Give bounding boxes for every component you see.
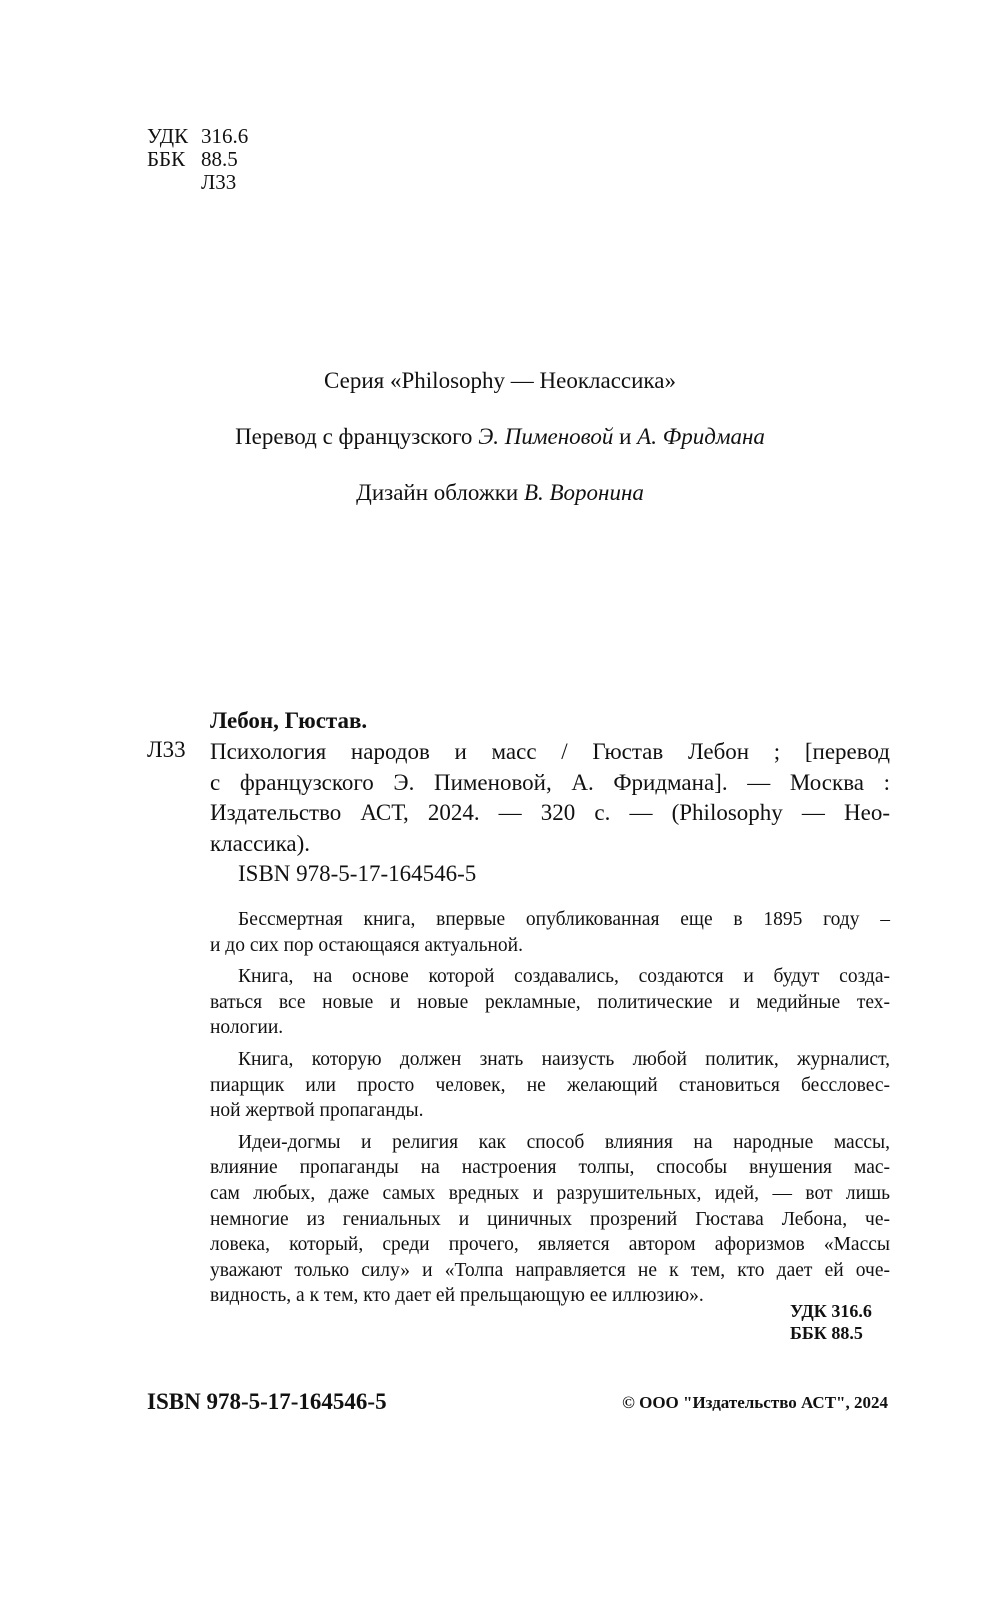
bib-line: Психология народов и масс / Гюстав Лебон ; [перевод [210,739,890,764]
annotation-line: Книга, на основе которой создавались, создаются и будут созда- [238,966,890,988]
udk-small: УДК 316.6 [790,1301,872,1321]
bbk-row [147,148,248,171]
annotation-line: сам любых, даже самых вредных и разрушительных, идей, — вот лишь [210,1182,890,1204]
annotation-line: пиарщик или просто человек, не желающий становиться бессловес- [210,1074,890,1096]
annotation-line: нологии. [210,1017,284,1039]
annotation-line: немногие из гениальных и циничных прозрений Гюстава Лебона, че- [210,1208,890,1230]
series-line: Серия «Philosophy — Неоклассика» [324,368,676,393]
bib-line: с французского Э. Пименовой, А. Фридмана]. — Москва : [210,769,890,795]
annotation-line: Книга, которую должен знать наизусть любой политик, журналист, [238,1048,890,1070]
bib-line: Издательство АСТ, 2024. — 320 с. — (Philosophy — Нео- [210,800,890,825]
classification-codes-small [790,1300,872,1344]
author-mark: Л33 [201,170,237,194]
translation-join: и [613,424,638,449]
udk-label: УДК [147,124,189,148]
translator-2: А. Фридмана [637,424,765,449]
annotation [210,907,890,1315]
bib-code: Л33 [147,737,186,762]
annotation-paragraph [210,964,890,1041]
isbn-line: ISBN 978-5-17-164546-5 [238,861,477,886]
annotation-line: влияние пропаганды на настроения толпы, способы внушения мас- [210,1157,890,1179]
annotation-line: Идеи-догмы и религия как способ влияния на народные массы, [238,1131,890,1153]
annotation-line: видность, а к тем, кто дает ей прельщающую ее иллюзию». [210,1285,704,1307]
isbn-footer: ISBN 978-5-17-164546-5 [147,1389,387,1414]
bib-line: классика). [210,830,311,856]
annotation-line: ловека, который, среди прочего, является автором афоризмов «Массы [210,1234,890,1256]
annotation-paragraph [210,907,890,958]
copyright: © ООО "Издательство АСТ", 2024 [622,1393,888,1412]
annotation-paragraph [210,1130,890,1309]
classification-codes [147,125,248,194]
author-mark-row [147,171,248,194]
annotation-line: уважают только силу» и «Толпа направляется не к тем, кто дает ей оче- [210,1259,890,1281]
annotation-line: и до сих пор остающаяся актуальной. [210,934,523,956]
bib-description [210,737,890,859]
annotation-line: ной жертвой пропаганды. [210,1100,424,1122]
design-line [0,480,1000,506]
annotation-paragraph [210,1047,890,1124]
designer: В. Воронина [523,480,644,505]
udk-row [147,125,248,148]
design-prefix: Дизайн обложки [356,480,524,505]
bbk-label: ББК [147,147,186,171]
bib-author: Лебон, Гюстав. [210,708,368,733]
bbk-value: 88.5 [201,147,238,171]
udk-value: 316.6 [201,124,249,148]
translation-prefix: Перевод с французского [235,424,479,449]
annotation-line: ваться все новые и новые рекламные, политические и медийные тех- [210,991,890,1013]
translation-line [0,424,1000,450]
annotation-line: Бессмертная книга, впервые опубликованная еще в 1895 году – [238,909,890,930]
bbk-small: ББК 88.5 [790,1323,863,1343]
translator-1: Э. Пименовой [478,424,614,449]
